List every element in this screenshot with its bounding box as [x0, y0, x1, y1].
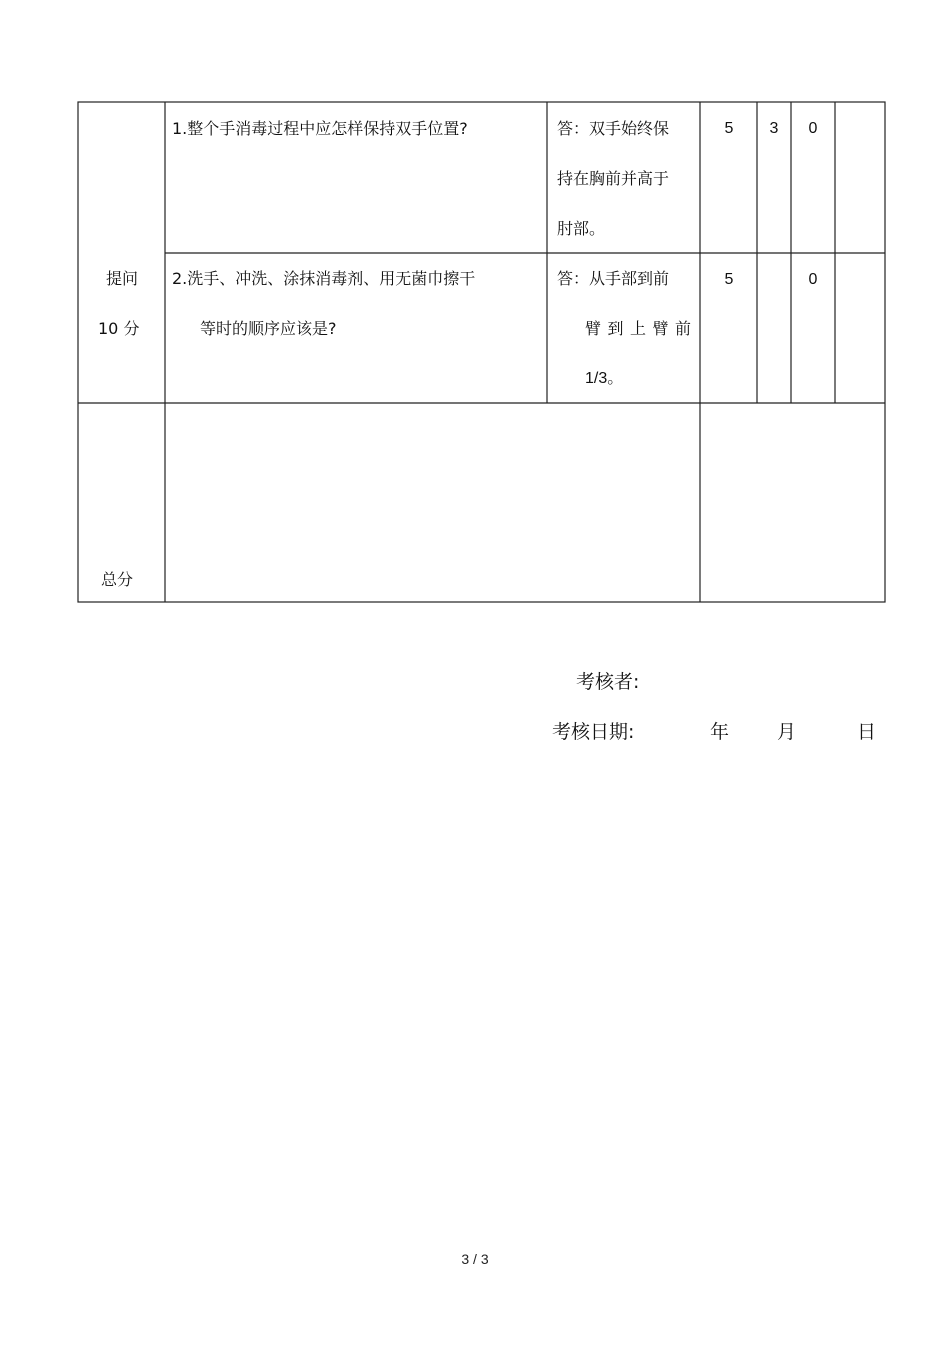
date-label: 考核日期:	[552, 721, 635, 743]
question-1-text: 1.整个手消毒过程中应怎样保持双手位置?	[172, 119, 468, 138]
question-2-score-full: 5	[724, 271, 734, 288]
date-year-label: 年	[710, 721, 730, 743]
total-label: 总分	[101, 570, 134, 589]
question-1-score-zero: 0	[808, 120, 818, 137]
question-1-score-partial: 3	[769, 120, 779, 137]
question-1-answer-line3: 肘部。	[557, 219, 606, 238]
question-2-text-line1: 2.洗手、冲洗、涂抹消毒剂、用无菌巾擦干	[172, 269, 476, 288]
question-1-answer-line2: 持在胸前并高于	[557, 169, 670, 188]
section-label-line2: 10 分	[98, 319, 140, 338]
page-number: 3 / 3	[461, 1251, 489, 1267]
question-1-score-full: 5	[724, 120, 734, 137]
question-2-answer-line2: 臂到上臂前	[585, 319, 691, 338]
question-2-answer-line1: 答：从手部到前	[557, 269, 670, 288]
date-day-label: 日	[857, 721, 877, 743]
question-1-answer-line1: 答：双手始终保	[557, 119, 670, 138]
section-label-line1: 提问	[106, 269, 139, 288]
question-2-text-line2: 等时的顺序应该是?	[200, 319, 337, 338]
examiner-label: 考核者:	[576, 671, 640, 693]
question-2-score-zero: 0	[808, 271, 818, 288]
date-month-label: 月	[777, 721, 797, 743]
question-2-answer-line3: 1/3。	[585, 370, 624, 387]
